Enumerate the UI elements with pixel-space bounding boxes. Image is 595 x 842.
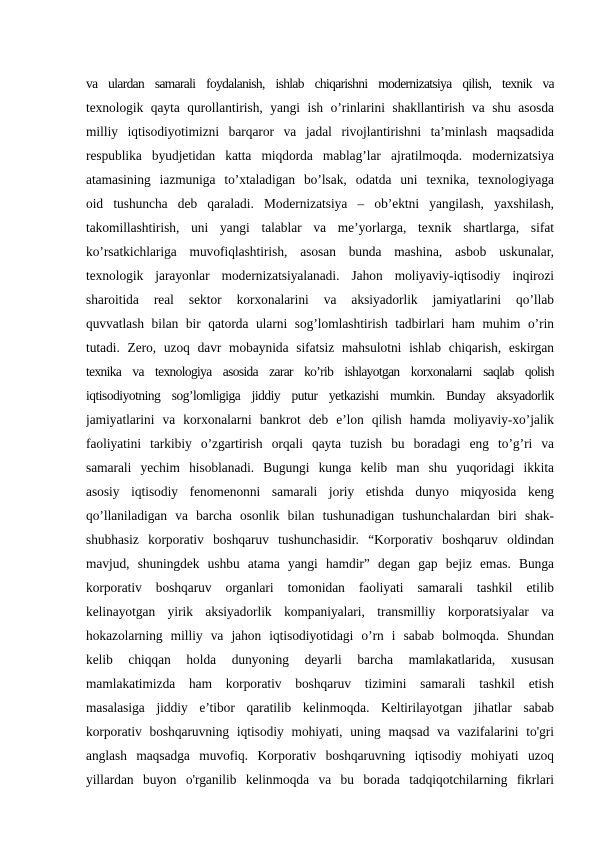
text-line: mavjud, shuningdek ushbu atama yangi hamdir” degan gap bejiz emas. Bunga [86,556,554,571]
text-line: anglash maqsadga muvofiq. Korporativ boshqaruvning iqtisodiy mohiyati uzoq [86,748,554,763]
text-line: respublika byudjetidan katta miqdorda mablag’lar ajratilmoqda. modernizatsiya [86,148,554,163]
text-line: yillardan buyon o'rganilib kelinmoqda va bu borada tadqiqotchilarning fikrlari [86,772,554,787]
text-line: ko’rsatkichlariga muvofiqlashtirish, asosan bunda mashina, asbob uskunalar, [86,244,554,259]
text-line: asosiy iqtisodiy fenomenonni samarali joriy etishda dunyo miqyosida keng [86,484,554,499]
text-line: takomillashtirish, uni yangi talablar va me’yorlarga, texnik shartlarga, sifat [86,220,554,235]
text-line: shubhasiz korporativ boshqaruv tushunchasidir. “Korporativ boshqaruv oldindan [86,532,554,547]
text-line: kelib chiqqan holda dunyoning deyarli barcha mamlakatlarida, xususan [86,652,554,667]
text-line: milliy iqtisodiyotimizni barqaror va jadal rivojlantirishni ta’minlash maqsadida [86,124,554,139]
text-line: sharoitida real sektor korxonalarini va aksiyadorlik jamiyatlarini qo’llab [86,292,554,307]
text-line: masalasiga jiddiy e’tibor qaratilib kelinmoqda. Keltirilayotgan jihatlar sabab [86,700,554,715]
text-line: va ulardan samarali foydalanish, ishlab chiqarishni modernizatsiya qilish, texnik va [86,76,554,91]
document-page [86,72,554,792]
text-line: quvvatlash bilan bir qatorda ularni sog’lomlashtirish tadbirlari ham muhim o’rin [86,316,554,331]
text-line: korporativ boshqaruv organlari tomonidan faoliyati samarali tashkil etilib [86,580,554,595]
text-line: samarali yechim hisoblanadi. Bugungi kunga kelib man shu yuqoridagi ikkita [86,460,554,475]
text-line: iqtisodiyotning sog’lomligiga jiddiy putur yetkazishi mumkin. Bunday aksyadorlik [86,388,554,403]
text-line: texnologik jarayonlar modernizatsiyalanadi. Jahon moliyaviy-iqtisodiy inqirozi [86,268,554,283]
text-line: kelinayotgan yirik aksiyadorlik kompaniyalari, transmilliy korporatsiyalar va [86,604,554,619]
text-line: texnologik qayta qurollantirish, yangi ish o’rinlarini shakllantirish va shu asosda [86,100,554,115]
text-line: tutadi. Zero, uzoq davr mobaynida sifatsiz mahsulotni ishlab chiqarish, eskirgan [86,340,554,355]
text-line: qo’llaniladigan va barcha osonlik bilan tushunadigan tushunchalardan biri shak- [86,508,554,523]
text-line: jamiyatlarini va korxonalarni bankrot deb e’lon qilish hamda moliyaviy-xo’jalik [86,412,554,427]
text-line: faoliyatini tarkibiy o’zgartirish orqali qayta tuzish bu boradagi eng to’g’ri va [86,436,554,451]
text-line: hokazolarning milliy va jahon iqtisodiyotidagi o’rn i sabab bolmoqda. Shundan [86,628,554,643]
text-line: oid tushuncha deb qaraladi. Modernizatsiya – ob’ektni yangilash, yaxshilash, [86,196,554,211]
text-line: texnika va texnologiya asosida zarar ko’rib ishlayotgan korxonalarni saqlab qolish [86,364,554,379]
text-line: mamlakatimizda ham korporativ boshqaruv tizimini samarali tashkil etish [86,676,554,691]
text-line: atamasining iazmuniga to’xtaladigan bo’lsak, odatda uni texnika, texnologiyaga [86,172,554,187]
text-line: korporativ boshqaruvning iqtisodiy mohiyati, uning maqsad va vazifalarini to'gri [86,724,554,739]
